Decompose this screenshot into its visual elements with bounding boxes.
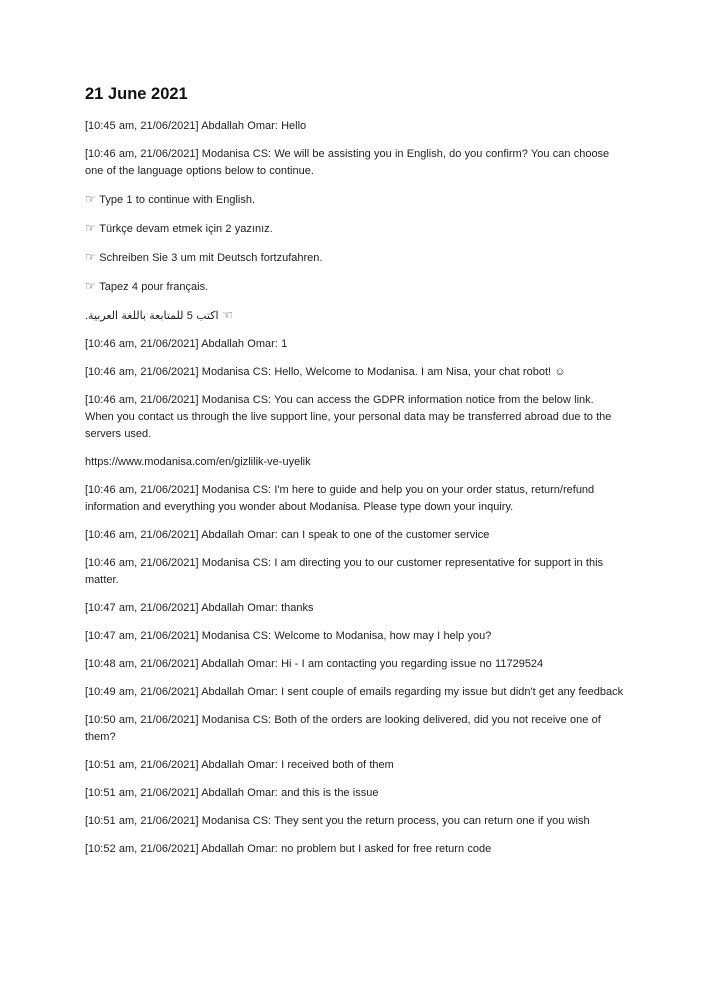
message-text: Hello — [281, 120, 307, 132]
date-heading: 21 June 2021 — [85, 85, 188, 103]
url-line — [85, 454, 625, 471]
message-meta: [10:51 am, 21/06/2021] Abdallah Omar: — [85, 759, 282, 771]
message-meta: [10:52 am, 21/06/2021] Abdallah Omar: — [85, 843, 282, 855]
message-text: We will be assisting you in English, do you confirm? You can choose one of the language options below to continue. — [85, 148, 610, 177]
language-option — [85, 278, 625, 296]
message-text: You can access the GDPR information notice from the below link. When you contact us through the live support line, your personal data may be transferred abroad due to the servers used. — [85, 394, 612, 440]
message-list — [85, 118, 625, 858]
message-text: I received both of them — [281, 759, 394, 771]
message-meta: [10:46 am, 21/06/2021] Modanisa CS: — [85, 148, 275, 160]
language-option-text: اكتب 5 للمتابعة باللغة العربية. — [85, 310, 219, 322]
message-meta: [10:50 am, 21/06/2021] Modanisa CS: — [85, 714, 275, 726]
language-option-text: Type 1 to continue with English. — [99, 194, 256, 206]
message-text: can I speak to one of the customer service — [281, 529, 490, 541]
message-text: Hello, Welcome to Modanisa. I am Nisa, your chat robot! ☺ — [274, 366, 566, 378]
chat-message — [85, 364, 625, 381]
chat-message — [85, 684, 625, 701]
message-text: I sent couple of emails regarding my issue but didn't get any feedback — [281, 686, 624, 698]
language-option — [85, 191, 625, 209]
message-text: 1 — [281, 338, 288, 350]
message-meta: [10:47 am, 21/06/2021] Modanisa CS: — [85, 630, 275, 642]
chat-message — [85, 482, 625, 516]
language-option-text: Tapez 4 pour français. — [99, 281, 209, 293]
language-option — [85, 249, 625, 267]
message-meta: [10:46 am, 21/06/2021] Modanisa CS: — [85, 394, 275, 406]
language-option-text: Türkçe devam etmek için 2 yazınız. — [99, 223, 273, 235]
message-meta: [10:51 am, 21/06/2021] Abdallah Omar: — [85, 787, 282, 799]
message-text: and this is the issue — [281, 787, 379, 799]
message-meta: [10:45 am, 21/06/2021] Abdallah Omar: — [85, 120, 282, 132]
chat-message — [85, 392, 625, 443]
chat-message — [85, 813, 625, 830]
chat-message — [85, 656, 625, 673]
language-option-text: Schreiben Sie 3 um mit Deutsch fortzufahren. — [99, 252, 323, 264]
chat-message — [85, 527, 625, 544]
message-text: no problem but I asked for free return code — [281, 843, 492, 855]
message-text: Hi - I am contacting you regarding issue no 11729524 — [281, 658, 544, 670]
chat-message — [85, 118, 625, 135]
document-content — [85, 84, 625, 869]
pointing-hand-right-icon: ☞ — [85, 192, 100, 206]
language-option — [85, 220, 625, 238]
message-meta: [10:46 am, 21/06/2021] Modanisa CS: — [85, 484, 275, 496]
pointing-hand-left-icon: ☜ — [218, 308, 233, 322]
message-meta: [10:49 am, 21/06/2021] Abdallah Omar: — [85, 686, 282, 698]
chat-message — [85, 757, 625, 774]
chat-message — [85, 555, 625, 589]
chat-message — [85, 712, 625, 746]
message-meta: [10:47 am, 21/06/2021] Abdallah Omar: — [85, 602, 282, 614]
message-text: I am directing you to our customer representative for support in this matter. — [85, 557, 604, 586]
pointing-hand-right-icon: ☞ — [85, 250, 100, 264]
message-meta: [10:46 am, 21/06/2021] Abdallah Omar: — [85, 338, 282, 350]
chat-message — [85, 336, 625, 353]
message-text: Welcome to Modanisa, how may I help you? — [274, 630, 492, 642]
pointing-hand-right-icon: ☞ — [85, 279, 100, 293]
chat-message — [85, 600, 625, 617]
message-text: I'm here to guide and help you on your order status, return/refund information and everything you wonder about Modanisa. Please type down your inquiry. — [85, 484, 595, 513]
chat-message — [85, 628, 625, 645]
chat-message — [85, 841, 625, 858]
message-meta: [10:51 am, 21/06/2021] Modanisa CS: — [85, 815, 275, 827]
chat-message — [85, 785, 625, 802]
language-option-arabic — [85, 307, 625, 325]
chat-message — [85, 146, 625, 180]
message-text: They sent you the return process, you can return one if you wish — [274, 815, 590, 827]
pointing-hand-right-icon: ☞ — [85, 221, 100, 235]
message-meta: [10:46 am, 21/06/2021] Abdallah Omar: — [85, 529, 282, 541]
message-text: thanks — [281, 602, 314, 614]
message-meta: [10:46 am, 21/06/2021] Modanisa CS: — [85, 366, 275, 378]
url-text: https://www.modanisa.com/en/gizlilik-ve-uyelik — [85, 456, 311, 468]
message-meta: [10:46 am, 21/06/2021] Modanisa CS: — [85, 557, 275, 569]
message-meta: [10:48 am, 21/06/2021] Abdallah Omar: — [85, 658, 282, 670]
message-text: Both of the orders are looking delivered, did you not receive one of them? — [85, 714, 601, 743]
